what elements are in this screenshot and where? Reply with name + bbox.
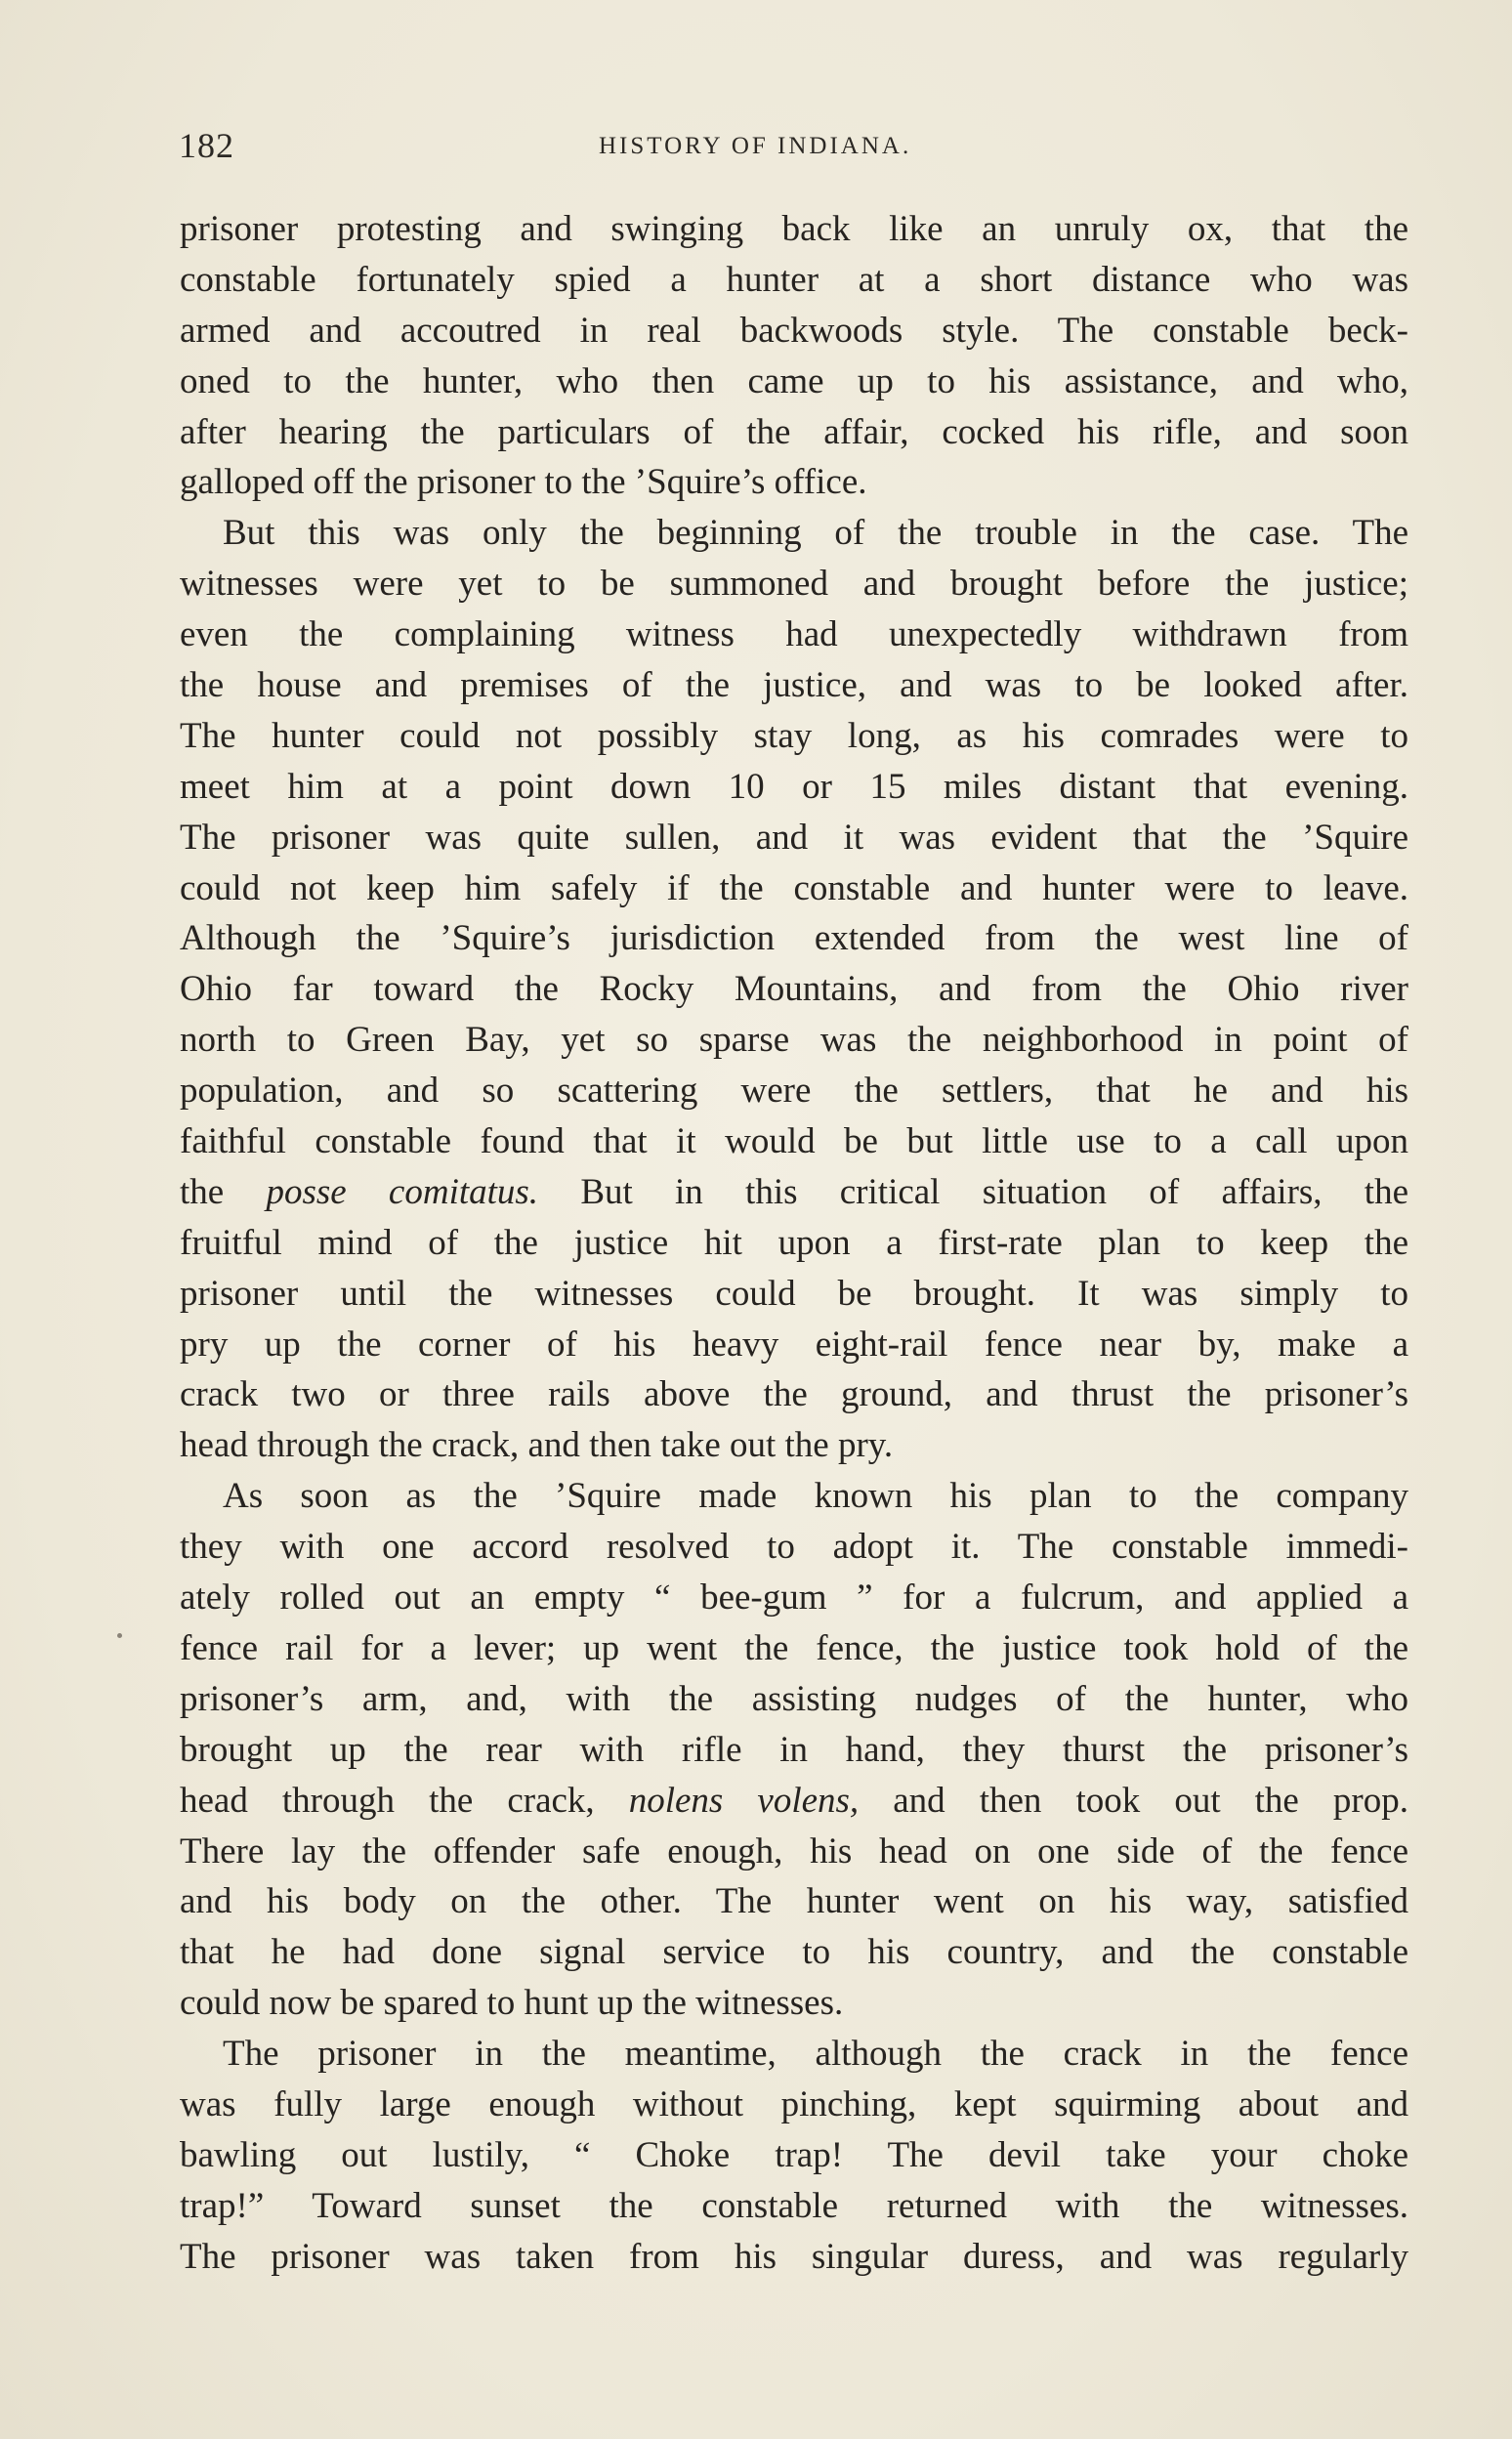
text-line: But this was only the beginning of the trouble in the case. The <box>223 513 1408 554</box>
text-segment: and then took out the prop. <box>859 1780 1408 1821</box>
text-line: could now be spared to hunt up the witnesses. <box>180 1983 844 2024</box>
text-line: the house and premises of the justice, and was to be looked after. <box>180 665 1408 706</box>
text-segment: head through the crack, <box>180 1780 629 1821</box>
text-line: The prisoner in the meantime, although the crack in the fence <box>223 2034 1408 2075</box>
text-line: fruitful mind of the justice hit upon a first-rate plan to keep the <box>180 1222 1408 1263</box>
text-line: they with one accord resolved to adopt it. The constable immedi- <box>180 1527 1408 1568</box>
text-line: bawling out lustily, “ Choke trap! The devil take your choke <box>180 2134 1408 2175</box>
text-line: after hearing the particulars of the affair, cocked his rifle, and soon <box>180 411 1408 452</box>
text-line-posse <box>180 1167 1408 1218</box>
text-line: meet him at a point down 10 or 15 miles distant that evening. <box>180 766 1408 807</box>
text-line: prisoner until the witnesses could be brought. It was simply to <box>180 1273 1408 1314</box>
page-header <box>179 125 1411 184</box>
body-text <box>180 204 1408 2283</box>
text-line: was fully large enough without pinching, kept squirming about and <box>180 2083 1408 2124</box>
page-number: 182 <box>179 126 234 165</box>
text-line: fence rail for a lever; up went the fence, the justice took hold of the <box>180 1627 1408 1668</box>
text-segment: But in this critical situation of affairs, the <box>538 1171 1408 1212</box>
text-line: crack two or three rails above the ground, and thrust the prisoner’s <box>180 1374 1408 1415</box>
text-line: The hunter could not possibly stay long, as his comrades were to <box>180 715 1408 756</box>
text-line: Although the ’Squire’s jurisdiction extended from the west line of <box>180 918 1408 959</box>
text-line: galloped off the prisoner to the ’Squire’s office. <box>180 462 867 503</box>
text-line: north to Green Bay, yet so sparse was the neighborhood in point of <box>180 1020 1408 1061</box>
italic-phrase: nolens volens, <box>628 1780 860 1821</box>
text-line: pry up the corner of his heavy eight-rail fence near by, make a <box>180 1324 1408 1365</box>
italic-phrase: posse comitatus. <box>266 1171 539 1212</box>
text-line: brought up the rear with rifle in hand, they thurst the prisoner’s <box>180 1729 1408 1770</box>
text-line: prisoner’s arm, and, with the assisting nudges of the hunter, who <box>180 1678 1408 1719</box>
text-line: and his body on the other. The hunter went on his way, satisfied <box>180 1881 1408 1922</box>
running-head: HISTORY OF INDIANA. <box>599 133 912 159</box>
margin-speck <box>117 1633 122 1638</box>
text-line: head through the crack, and then take out the pry. <box>180 1425 894 1466</box>
text-line: that he had done signal service to his country, and the constable <box>180 1932 1408 1973</box>
text-line: could not keep him safely if the constable and hunter were to leave. <box>180 867 1408 908</box>
text-line: population, and so scattering were the settlers, that he and his <box>180 1071 1408 1112</box>
text-line: faithful constable found that it would be but little use to a call upon <box>180 1121 1408 1162</box>
text-line: prisoner protesting and swinging back like an unruly ox, that the <box>180 209 1408 249</box>
text-line: armed and accoutred in real backwoods style. The constable beck- <box>180 310 1408 351</box>
text-line: Ohio far toward the Rocky Mountains, and from the Ohio river <box>180 969 1408 1010</box>
text-line: As soon as the ’Squire made known his plan to the company <box>223 1476 1408 1517</box>
text-line: witnesses were yet to be summoned and brought before the justice; <box>180 564 1408 605</box>
text-line: constable fortunately spied a hunter at a short distance who was <box>180 259 1408 300</box>
text-line: even the complaining witness had unexpectedly withdrawn from <box>180 614 1408 655</box>
text-line: oned to the hunter, who then came up to his assistance, and who, <box>180 360 1408 401</box>
text-line: There lay the offender safe enough, his head on one side of the fence <box>180 1830 1408 1871</box>
text-line: The prisoner was quite sullen, and it was evident that the ’Squire <box>180 817 1408 858</box>
text-line-nolens <box>180 1776 1408 1827</box>
text-line: ately rolled out an empty “ bee-gum ” for a fulcrum, and applied a <box>180 1577 1408 1619</box>
text-line: trap!” Toward sunset the constable returned with the witnesses. <box>180 2185 1408 2226</box>
text-segment: the <box>180 1171 267 1212</box>
text-line: The prisoner was taken from his singular duress, and was regularly <box>180 2236 1408 2277</box>
